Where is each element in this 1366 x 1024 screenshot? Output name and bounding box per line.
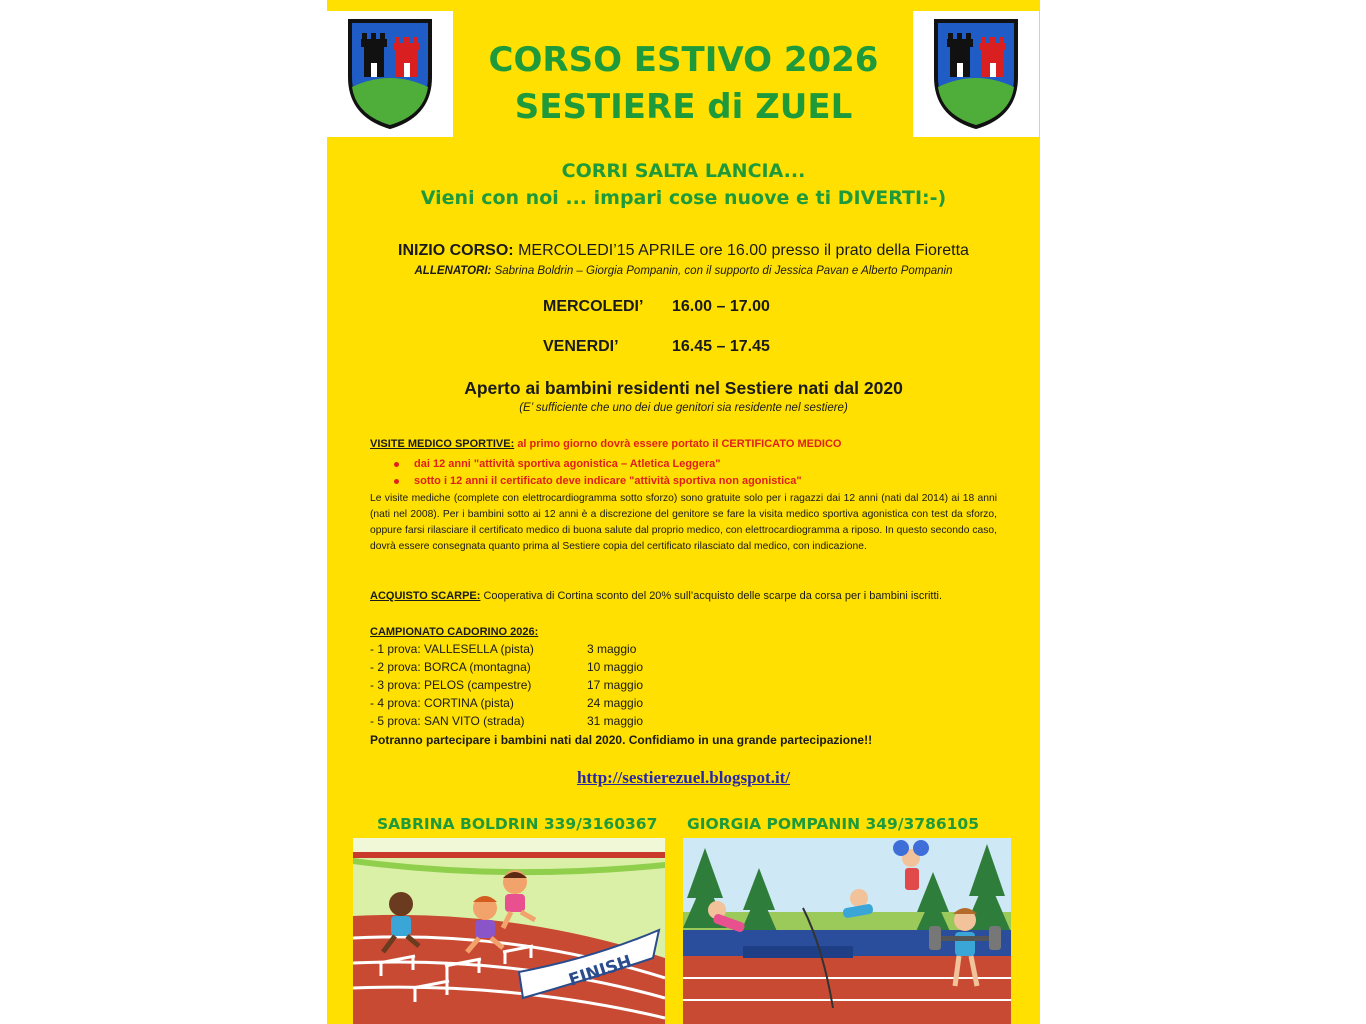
medical-paragraph: Le visite mediche (complete con elettrocardiogramma sotto sforzo) sono gratuite solo per i ragazzi dai 12 anni (nati dal 2014) ai 18 anni (nati nel 2008). Per i bambini sotto ai 12 anni è a discrezione del genitore se fare la visita medico sportiva agonistica con test da sforzo, oppure farsi rilasciare il certificato medico di buona salute dal proprio medico, con elettrocardiogramma a riposo. In questo secondo caso, dovrà essere consegnata quanto prima al Sestiere copia del certificato rilasciato dal medico, con indicazione. bbox=[370, 493, 997, 552]
contact-giorgia: GIORGIA POMPANIN 349/3786105 bbox=[687, 815, 979, 833]
race-name: - 2 prova: BORCA (montagna) bbox=[370, 660, 531, 674]
race-date: 31 maggio bbox=[587, 714, 644, 728]
race-date: 17 maggio bbox=[587, 678, 644, 692]
blog-link[interactable]: http://sestierezuel.blogspot.it/ bbox=[576, 768, 791, 787]
shoes-text: Cooperativa di Cortina sconto del 20% sull’acquisto delle scarpe da corsa per i bambini iscritti. bbox=[483, 590, 943, 602]
shoes-section bbox=[370, 590, 1010, 602]
list-item: sotto i 12 anni il certificato deve indicare "attività sportiva non agonistica" bbox=[370, 473, 1000, 490]
contact-sabrina: SABRINA BOLDRIN 339/3160367 bbox=[377, 815, 658, 833]
course-start-label: INIZIO CORSO: bbox=[398, 242, 514, 259]
race-date: 3 maggio bbox=[587, 642, 637, 656]
schedule-time: 16.00 – 17.00 bbox=[672, 298, 770, 315]
hurdles-illustration bbox=[353, 838, 665, 1024]
slogan-line-2: Vieni con noi ... impari cose nuove e ti DIVERTI:-) bbox=[420, 187, 947, 209]
coaches-text: Sabrina Boldrin – Giorgia Pompanin, con il supporto di Jessica Pavan e Alberto Pompanin bbox=[494, 265, 953, 277]
schedule-day: VENERDI’ bbox=[543, 338, 619, 355]
flyer bbox=[327, 0, 1040, 1024]
course-start-text: MERCOLEDI’15 APRILE ore 16.00 presso il prato della Fioretta bbox=[518, 242, 969, 259]
medical-intro: al primo giorno dovrà essere portato il CERTIFICATO MEDICO bbox=[517, 438, 842, 450]
medical-bullets bbox=[370, 456, 1000, 490]
race-name: - 4 prova: CORTINA (pista) bbox=[370, 696, 514, 710]
slogan-line-1: CORRI SALTA LANCIA... bbox=[561, 160, 806, 182]
course-start bbox=[327, 242, 1040, 260]
medical-heading: VISITE MEDICO SPORTIVE: bbox=[370, 438, 515, 450]
finish-banner-text: FINISH bbox=[566, 951, 635, 991]
coaches bbox=[327, 265, 1040, 277]
race-date: 10 maggio bbox=[587, 660, 644, 674]
race-name: - 3 prova: PELOS (campestre) bbox=[370, 678, 532, 692]
race-name: - 1 prova: VALLESELLA (pista) bbox=[370, 642, 534, 656]
eligibility: Aperto ai bambini residenti nel Sestiere nati dal 2020 bbox=[464, 378, 903, 398]
medical-section bbox=[370, 438, 1000, 450]
eligibility-note: (E’ sufficiente che uno dei due genitori sia residente nel sestiere) bbox=[519, 402, 848, 414]
shoes-heading: ACQUISTO SCARPE: bbox=[370, 590, 481, 602]
championship-heading: CAMPIONATO CADORINO 2026: bbox=[370, 626, 539, 638]
schedule-time: 16.45 – 17.45 bbox=[672, 338, 770, 355]
race-date: 24 maggio bbox=[587, 696, 644, 710]
title-line-1: CORSO ESTIVO 2026 bbox=[488, 40, 879, 80]
schedule-day: MERCOLEDI’ bbox=[543, 298, 644, 315]
race-name: - 5 prova: SAN VITO (strada) bbox=[370, 714, 525, 728]
championship-closing: Potranno partecipare i bambini nati dal 2020. Confidiamo in una grande partecipazione!! bbox=[370, 733, 873, 747]
coaches-label: ALLENATORI: bbox=[414, 265, 492, 277]
title-line-2: SESTIERE di ZUEL bbox=[514, 87, 853, 127]
field-events-illustration bbox=[683, 838, 1011, 1024]
list-item: dai 12 anni "attività sportiva agonistica – Atletica Leggera" bbox=[370, 456, 1000, 473]
